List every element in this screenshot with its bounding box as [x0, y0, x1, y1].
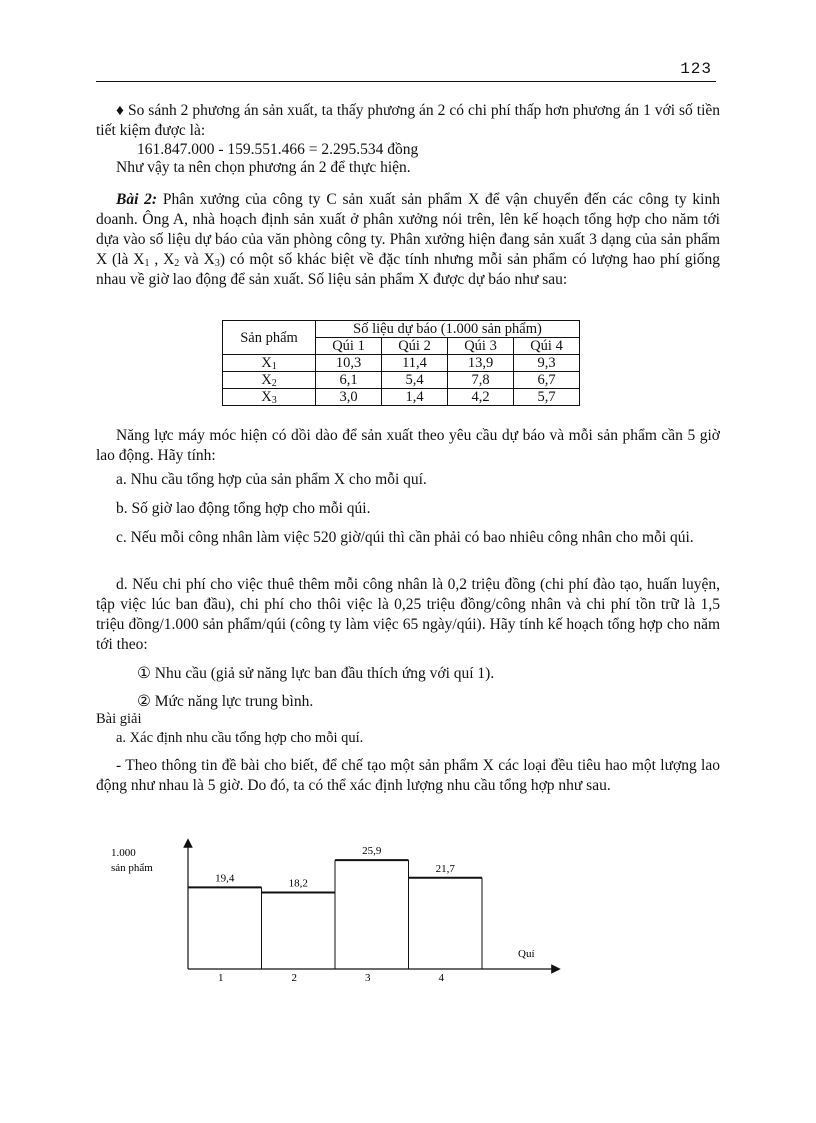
table-quarter-header: Qúi 2 — [382, 338, 448, 355]
x-tick-label: 1 — [218, 972, 224, 984]
bai2-sub1: 1 — [144, 258, 150, 269]
bai2-sep1: , X — [149, 251, 175, 268]
bai2-sub3: 3 — [214, 258, 220, 269]
solution-paragraph: - Theo thông tin đề bài cho biết, để chế tạo một sản phẩm X các loại đều tiêu hao một lượng lao động như nhau là 5 giờ. Do đó, ta có thể xác định lượng nhu cầu tổng hợp như sau. — [96, 757, 720, 794]
table-cell: 10,3 — [316, 355, 382, 372]
table-row-label: $X_2$ — [223, 372, 316, 389]
table-cell: 3,0 — [316, 389, 382, 406]
bar-value-label: 25,9 — [362, 845, 382, 858]
paragraph-comparison: ♦ So sánh 2 phương án sản xuất, ta thấy phương án 2 có chi phí thấp hơn phương án 1 với số tiền tiết kiệm được là: — [96, 102, 720, 139]
conclusion-line: Như vậy ta nên chọn phương án 2 để thực hiện. — [116, 159, 411, 176]
paragraph-capacity: Năng lực máy móc hiện có dồi dào để sản xuất theo yêu cầu dự báo và mỗi sản phẩm cần 5 giờ lao động. Hãy tính: — [96, 427, 720, 464]
question-c: c. Nếu mỗi công nhân làm việc 520 giờ/qúi thì cần phải có bao nhiêu công nhân cho mỗi qúi. — [116, 529, 694, 546]
bar-value-label: 18,2 — [288, 877, 308, 890]
y-axis-label-line1: 1.000 — [111, 847, 136, 859]
table-cell: 11,4 — [382, 355, 448, 372]
table-cell: 6,7 — [514, 372, 580, 389]
solution-heading: Bài giải — [96, 711, 142, 727]
question-a: a. Nhu cầu tổng hợp của sản phẩm X cho mỗi quí. — [116, 471, 427, 488]
x-axis-label: Quí — [518, 948, 535, 960]
table-cell: 13,9 — [448, 355, 514, 372]
table-row-label: $X_1$ — [223, 355, 316, 372]
bai2-sub2: 2 — [174, 258, 180, 269]
bai2-text-end: ) có một số khác biệt về đặc tính nhưng mỗi sản phẩm có lượng hao phí giống nhau về giờ lao động để sản xuất. Số liệu sản phẩm X được dự báo như sau: — [96, 251, 720, 288]
calculation-line: 161.847.000 - 159.551.466 = 2.295.534 đồng — [137, 141, 419, 158]
table-cell: 6,1 — [316, 372, 382, 389]
bai2-text: Phân xưởng của công ty C sản xuất sản phẩm X để vận chuyển đến các công ty kinh doanh. Ông A, nhà hoạch định sản xuất ở phân xưởng nói trên, lên kế hoạch tổng hợp cho năm tới dựa vào số liệu dự báo của văn phòng công ty. Phân xưởng hiện đang sản xuất 3 dạng của sản phẩm X (là X — [96, 191, 720, 268]
x-tick-label: 4 — [438, 972, 444, 984]
table-quarter-header: Qúi 3 — [448, 338, 514, 355]
bai2-sep2: và X — [179, 251, 215, 268]
table-corner-header: Sản phẩm — [223, 321, 316, 355]
table-cell: 7,8 — [448, 372, 514, 389]
bar-value-label: 21,7 — [435, 862, 455, 875]
table-cell: 5,7 — [514, 389, 580, 406]
question-d: d. Nếu chi phí cho việc thuê thêm mỗi công nhân là 0,2 triệu đồng (chi phí đào tạo, huấn luyện, tập việc lúc ban đầu), chi phí cho thôi việc là 0,25 triệu đồng/công nhân và chi phí tồn trữ là 1,5 triệu đồng/1.000 sản phẩm/qúi (công ty làm việc 65 ngày/qúi). Hãy tính kế hoạch tổng hợp cho năm tới theo: — [96, 576, 720, 653]
option-1: ① Nhu cầu (giả sử năng lực ban đầu thích ứng với quí 1). — [137, 665, 495, 682]
x-tick-label: 3 — [365, 972, 371, 984]
y-axis-label-line2: sản phẩm — [111, 862, 153, 874]
x-tick-label: 2 — [291, 972, 297, 984]
table-cell: 4,2 — [448, 389, 514, 406]
bar-value-label: 19,4 — [215, 872, 235, 885]
table-quarter-header: Qúi 1 — [316, 338, 382, 355]
page-number: 123 — [680, 60, 712, 78]
table-quarter-header: Qúi 4 — [514, 338, 580, 355]
table-cell: 1,4 — [382, 389, 448, 406]
table-cell: 5,4 — [382, 372, 448, 389]
bai2-label: Bài 2: — [116, 191, 158, 208]
table-row-label: $X_3$ — [223, 389, 316, 406]
table-group-header: Số liệu dự báo (1.000 sản phẩm) — [316, 321, 580, 338]
table-cell: 9,3 — [514, 355, 580, 372]
solution-a: a. Xác định nhu cầu tổng hợp cho mỗi quí. — [116, 730, 364, 746]
question-b: b. Số giờ lao động tổng hợp cho mỗi qúi. — [116, 500, 371, 517]
option-2: ② Mức năng lực trung bình. — [137, 693, 314, 710]
